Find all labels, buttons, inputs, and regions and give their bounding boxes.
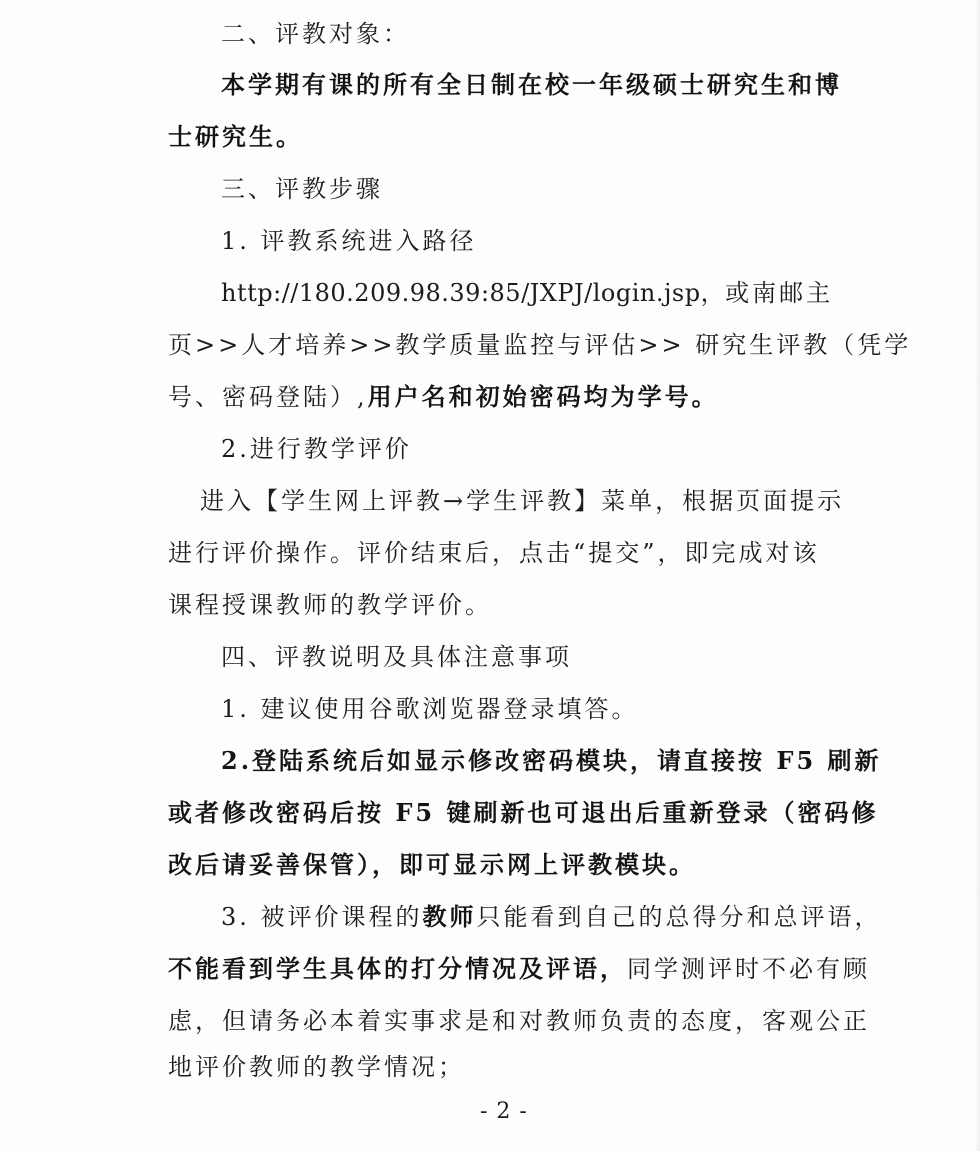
section-4-item-3-line-2-a: 不能看到学生具体的打分情况及评语， (168, 954, 627, 983)
section-4-item-3-line-2 (168, 954, 870, 984)
section-4-item-3-line-4: 地评价教师的教学情况； (168, 1053, 465, 1081)
section-3-item-1-line-1-rest: 或南邮主 (725, 279, 834, 307)
section-3-item-1-title: 1. 评教系统进入路径 (221, 227, 477, 255)
section-4-item-3-line-1-b: 教师 (422, 902, 477, 931)
section-3-item-1-line-1 (221, 278, 833, 308)
section-3-item-2-line-2: 进行评价操作。评价结束后，点击“提交”，即完成对该 (168, 539, 820, 567)
section-3-item-2-line-1: 进入【学生网上评教→学生评教】菜单，根据页面提示 (200, 487, 845, 515)
section-3-item-2-title: 2.进行教学评价 (221, 435, 412, 463)
section-3-item-1-line-3-a: 号、密码登陆）, (168, 383, 368, 411)
section-2-heading: 二、评教对象： (221, 20, 410, 48)
section-4-item-3-line-2-b: 同学测评时不必有顾 (627, 955, 870, 983)
section-4-item-2-line-2: 或者修改密码后按 F5 键刷新也可退出后重新登录（密码修 (168, 798, 879, 827)
section-4-item-2-line-1: 2.登陆系统后如显示修改密码模块，请直接按 F5 刷新 (221, 746, 882, 775)
section-2-body-line-1: 本学期有课的所有全日制在校一年级硕士研究生和博 (221, 70, 842, 99)
section-3-item-1-line-2: 页>>人才培养>>教学质量监控与评估>> 研究生评教（凭学 (168, 331, 912, 359)
section-4-item-3-line-1-c: 只能看到自己的总得分和总评语， (476, 903, 882, 931)
evaluation-system-url: http://180.209.98.39:85/JXPJ/login.jsp， (221, 279, 726, 307)
section-3-heading: 三、评教步骤 (221, 175, 383, 203)
section-4-heading: 四、评教说明及具体注意事项 (221, 643, 572, 671)
section-3-item-1-line-3-b: 用户名和初始密码均为学号。 (367, 382, 719, 411)
section-4-item-2-line-3: 改后请妥善保管），即可显示网上评教模块。 (168, 850, 696, 879)
section-4-item-1: 1. 建议使用谷歌浏览器登录填答。 (221, 695, 639, 723)
page-number: - 2 - (480, 1099, 528, 1124)
section-4-item-3-line-1-a: 3. 被评价课程的 (221, 903, 423, 931)
section-2-body-line-2: 士研究生。 (168, 122, 303, 151)
section-4-item-3-line-1 (221, 902, 882, 932)
section-3-item-2-line-3: 课程授课教师的教学评价。 (168, 591, 492, 619)
scan-edge-decoration (974, 0, 980, 1151)
section-4-item-3-line-3: 虑，但请务必本着实事求是和对教师负责的态度，客观公正 (168, 1007, 870, 1035)
section-3-item-1-line-3 (168, 382, 719, 412)
